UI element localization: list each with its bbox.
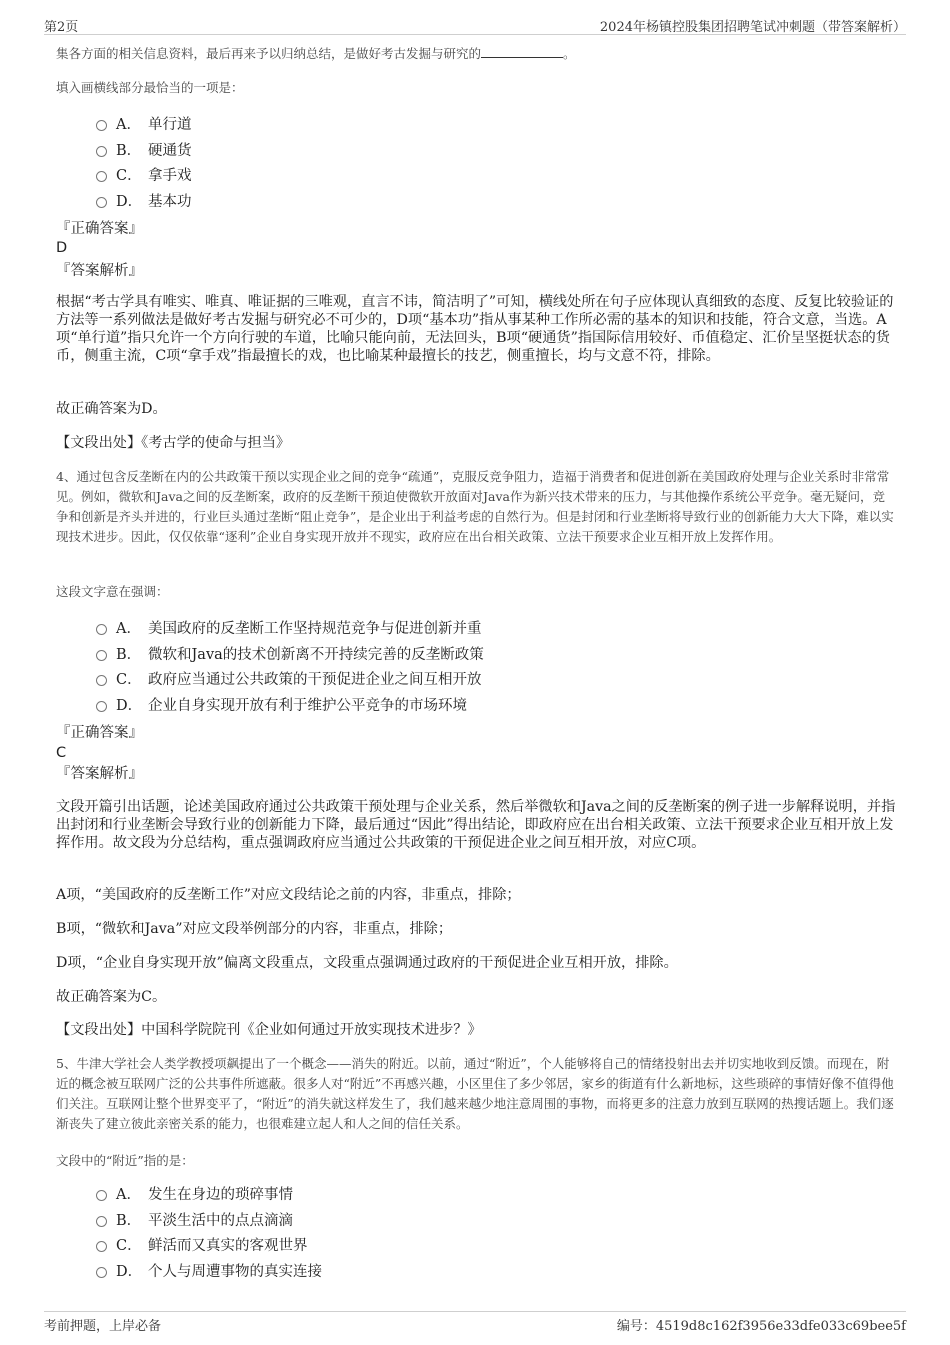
- option-d[interactable]: D． 个人与周遭事物的真实连接: [96, 1258, 796, 1284]
- page-header: [44, 14, 906, 35]
- note-a: A项，“美国政府的反垄断工作”对应文段结论之前的内容，非重点，排除；: [56, 887, 521, 903]
- analysis-label: 『答案解析』: [56, 263, 143, 279]
- option-d[interactable]: D． 基本功: [96, 188, 796, 214]
- note-d: D项，“企业自身实现开放”偏离文段重点，文段重点强调通过政府的干预促进企业互相开放，排除。: [56, 955, 678, 971]
- conclusion: 故正确答案为D。: [56, 401, 167, 417]
- q5-prompt: 文段中的“附近”指的是：: [56, 1153, 194, 1168]
- radio-icon[interactable]: [96, 1216, 107, 1227]
- radio-icon[interactable]: [96, 675, 107, 686]
- q3-options: [96, 111, 796, 213]
- radio-icon[interactable]: [96, 650, 107, 661]
- document-id: 编号：4519d8c162f3956e33dfe033c69bee5f: [616, 1319, 906, 1334]
- radio-icon[interactable]: [96, 146, 107, 157]
- q5-stem: 5、牛津大学社会人类学教授项飙提出了一个概念——消失的附近。以前，通过“附近”，个人能够将自己的情绪投射出去并切实地收到反馈。而现在，附近的概念被互联网广泛的公共事件所遮蔽。很多人对“附近”不再感兴趣，小区里住了多少邻居，家乡的街道有什么新地标，这些琐碎的事情好像不值得他们关注。互联网让整个世界变平了，“附近”的消失就这样发生了，我们越来越少地注意周围的事物，而将更多的注意力放到互联网的热搜话题上。我们逐渐丧失了建立彼此亲密关系的能力，也很难建立起人和人之间的信任关系。: [56, 1056, 894, 1131]
- radio-icon[interactable]: [96, 197, 107, 208]
- analysis-text: 文段开篇引出话题，论述美国政府通过公共政策干预处理与企业关系，然后举微软和Java之间的反垄断案的例子进一步解释说明，并指出封闭和行业垄断会导致行业的创新能力下降，最后通过“因此”得出结论，即政府应在出台相关政策、立法干预要求企业互相开放上发挥作用。故文段为分总结构，重点强调政府应当通过公共政策的干预促进企业之间互相开放，对应C项。: [56, 799, 896, 851]
- document-title: 2024年杨镇控股集团招聘笔试冲刺题（带答案解析）: [599, 20, 906, 35]
- answer-label: 『正确答案』: [56, 221, 143, 237]
- page-number: 第2页: [44, 20, 79, 35]
- page-footer: [44, 1311, 906, 1336]
- q4-options: [96, 615, 796, 717]
- option-a[interactable]: A． 美国政府的反垄断工作坚持规范竞争与促进创新并重: [96, 615, 796, 641]
- footer-slogan: 考前押题，上岸必备: [44, 1319, 162, 1334]
- radio-icon[interactable]: [96, 171, 107, 182]
- q4-prompt: 这段文字意在强调：: [56, 584, 169, 599]
- source: 【文段出处】《考古学的使命与担当》: [56, 435, 291, 451]
- option-b[interactable]: B． 平淡生活中的点点滴滴: [96, 1207, 796, 1233]
- radio-icon[interactable]: [96, 624, 107, 635]
- option-b[interactable]: B． 硬通货: [96, 137, 796, 163]
- option-a[interactable]: A． 发生在身边的琐碎事情: [96, 1181, 796, 1207]
- answer-label: 『正确答案』: [56, 725, 143, 741]
- fill-blank: [481, 45, 563, 58]
- option-d[interactable]: D． 企业自身实现开放有利于维护公平竞争的市场环境: [96, 692, 796, 718]
- answer-value: D: [56, 240, 68, 256]
- q3-prompt: 填入画横线部分最恰当的一项是：: [56, 80, 244, 95]
- radio-icon[interactable]: [96, 1267, 107, 1278]
- source: 【文段出处】中国科学院院刊《企业如何通过开放实现技术进步？》: [56, 1022, 482, 1038]
- radio-icon[interactable]: [96, 701, 107, 712]
- q5-options: [96, 1181, 796, 1283]
- analysis-text: 根据“考古学具有唯实、唯真、唯证据的三唯观，直言不讳，简洁明了”可知，横线处所在句子应体现认真细致的态度、反复比较验证的方法等一系列做法是做好考古发掘与研究必不可少的，D项“基本功”指从事某种工作所必需的基本的知识和技能，符合文意，当选。A项“单行道”指只允许一个方向行驶的车道，比喻只能向前，无法回头，B项“硬通货”指国际信用较好、币值稳定、汇价呈坚挺状态的货币，侧重主流，C项“拿手戏”指最擅长的戏，也比喻某种最擅长的技艺，侧重擅长，均与文意不符，排除。: [56, 294, 894, 364]
- option-a[interactable]: A． 单行道: [96, 111, 796, 137]
- q3-stem: 集各方面的相关信息资料，最后再来予以归纳总结，是做好考古发掘与研究的 。: [56, 46, 576, 61]
- option-c[interactable]: C． 政府应当通过公共政策的干预促进企业之间互相开放: [96, 666, 796, 692]
- option-c[interactable]: C． 鲜活而又真实的客观世界: [96, 1232, 796, 1258]
- note-b: B项，“微软和Java”对应文段举例部分的内容，非重点，排除；: [56, 921, 453, 937]
- radio-icon[interactable]: [96, 120, 107, 131]
- radio-icon[interactable]: [96, 1241, 107, 1252]
- option-c[interactable]: C． 拿手戏: [96, 162, 796, 188]
- radio-icon[interactable]: [96, 1190, 107, 1201]
- answer-value: C: [56, 745, 67, 761]
- analysis-label: 『答案解析』: [56, 766, 143, 782]
- option-b[interactable]: B． 微软和Java的技术创新离不开持续完善的反垄断政策: [96, 641, 796, 667]
- q4-stem: 4、通过包含反垄断在内的公共政策干预以实现企业之间的竞争“疏通”，克服反竞争阻力，造福于消费者和促进创新在美国政府处理与企业关系时非常常见。例如，微软和Java之间的反垄断案，政府的反垄断干预迫使微软开放面对Java作为新兴技术带来的压力，与其他操作系统公平竞争。毫无疑问，竞争和创新是齐头并进的，行业巨头通过垄断“阻止竞争”，是企业出于利益考虑的自然行为。但是封闭和行业垄断将导致行业的创新能力大大下降，难以实现技术进步。因此，仅仅依靠“逐利”企业自身实现开放并不现实，政府应在出台相关政策、立法干预要求企业互相开放上发挥作用。: [56, 469, 894, 544]
- conclusion: 故正确答案为C。: [56, 989, 167, 1005]
